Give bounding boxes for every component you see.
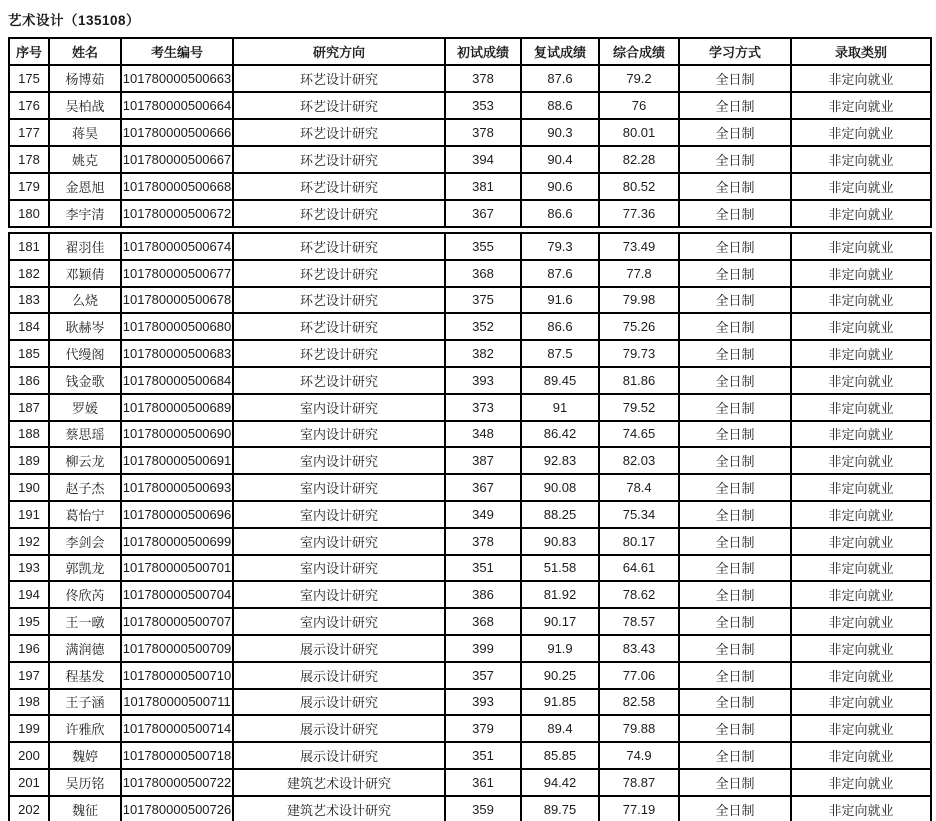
cell-study_mode: 全日制 (679, 769, 791, 796)
cell-index: 198 (9, 689, 49, 716)
table-row (9, 146, 931, 173)
cell-retest_score: 89.4 (521, 715, 599, 742)
cell-study_mode: 全日制 (679, 796, 791, 821)
cell-admission_category: 非定向就业 (791, 689, 931, 716)
cell-admission_category: 非定向就业 (791, 173, 931, 200)
cell-admission_category: 非定向就业 (791, 715, 931, 742)
cell-retest_score: 86.6 (521, 200, 599, 227)
cell-retest_score: 94.42 (521, 769, 599, 796)
cell-initial_score: 351 (445, 742, 521, 769)
table-row (9, 501, 931, 528)
table-row (9, 769, 931, 796)
cell-index: 196 (9, 635, 49, 662)
cell-name: 佟欣芮 (49, 581, 121, 608)
cell-admission_category: 非定向就业 (791, 394, 931, 421)
cell-candidate_no: 101780000500696 (121, 501, 233, 528)
cell-initial_score: 386 (445, 581, 521, 608)
cell-index: 197 (9, 662, 49, 689)
cell-candidate_no: 101780000500690 (121, 421, 233, 448)
cell-name: 钱金歌 (49, 367, 121, 394)
cell-overall_score: 81.86 (599, 367, 679, 394)
cell-retest_score: 87.5 (521, 340, 599, 367)
cell-name: 王子涵 (49, 689, 121, 716)
cell-index: 192 (9, 528, 49, 555)
cell-research_direction: 环艺设计研究 (233, 146, 445, 173)
cell-research_direction: 室内设计研究 (233, 501, 445, 528)
cell-candidate_no: 101780000500678 (121, 287, 233, 314)
cell-name: 魏婷 (49, 742, 121, 769)
cell-initial_score: 373 (445, 394, 521, 421)
cell-admission_category: 非定向就业 (791, 528, 931, 555)
cell-admission_category: 非定向就业 (791, 501, 931, 528)
table-row (9, 340, 931, 367)
cell-overall_score: 74.65 (599, 421, 679, 448)
cell-admission_category: 非定向就业 (791, 608, 931, 635)
cell-study_mode: 全日制 (679, 394, 791, 421)
cell-index: 193 (9, 555, 49, 582)
cell-overall_score: 78.87 (599, 769, 679, 796)
cell-candidate_no: 101780000500709 (121, 635, 233, 662)
cell-study_mode: 全日制 (679, 742, 791, 769)
cell-initial_score: 349 (445, 501, 521, 528)
cell-research_direction: 室内设计研究 (233, 608, 445, 635)
cell-index: 177 (9, 119, 49, 146)
cell-research_direction: 环艺设计研究 (233, 367, 445, 394)
column-header-admission_category: 录取类别 (791, 38, 931, 65)
cell-study_mode: 全日制 (679, 340, 791, 367)
cell-overall_score: 79.88 (599, 715, 679, 742)
admission-table-block-2 (8, 232, 932, 821)
cell-study_mode: 全日制 (679, 367, 791, 394)
cell-admission_category: 非定向就业 (791, 796, 931, 821)
cell-study_mode: 全日制 (679, 200, 791, 227)
table-row (9, 367, 931, 394)
table-row (9, 581, 931, 608)
cell-index: 202 (9, 796, 49, 821)
table-row (9, 421, 931, 448)
cell-research_direction: 室内设计研究 (233, 394, 445, 421)
table-row (9, 689, 931, 716)
cell-study_mode: 全日制 (679, 715, 791, 742)
cell-candidate_no: 101780000500722 (121, 769, 233, 796)
cell-index: 183 (9, 287, 49, 314)
cell-overall_score: 64.61 (599, 555, 679, 582)
table-header (9, 38, 931, 65)
cell-candidate_no: 101780000500674 (121, 233, 233, 260)
cell-retest_score: 91 (521, 394, 599, 421)
cell-candidate_no: 101780000500689 (121, 394, 233, 421)
cell-overall_score: 78.4 (599, 474, 679, 501)
cell-study_mode: 全日制 (679, 662, 791, 689)
cell-research_direction: 室内设计研究 (233, 581, 445, 608)
cell-index: 187 (9, 394, 49, 421)
cell-candidate_no: 101780000500711 (121, 689, 233, 716)
cell-candidate_no: 101780000500672 (121, 200, 233, 227)
cell-name: 程基发 (49, 662, 121, 689)
cell-overall_score: 83.43 (599, 635, 679, 662)
cell-name: 柳云龙 (49, 447, 121, 474)
cell-initial_score: 393 (445, 689, 521, 716)
cell-retest_score: 90.08 (521, 474, 599, 501)
table-row (9, 528, 931, 555)
cell-study_mode: 全日制 (679, 635, 791, 662)
cell-name: 翟羽佳 (49, 233, 121, 260)
cell-research_direction: 环艺设计研究 (233, 260, 445, 287)
cell-overall_score: 80.01 (599, 119, 679, 146)
cell-overall_score: 80.17 (599, 528, 679, 555)
cell-initial_score: 368 (445, 260, 521, 287)
cell-retest_score: 90.4 (521, 146, 599, 173)
table-row (9, 796, 931, 821)
cell-retest_score: 90.6 (521, 173, 599, 200)
cell-study_mode: 全日制 (679, 581, 791, 608)
cell-study_mode: 全日制 (679, 555, 791, 582)
table-row (9, 200, 931, 227)
cell-name: 蔡思瑶 (49, 421, 121, 448)
cell-index: 178 (9, 146, 49, 173)
cell-overall_score: 80.52 (599, 173, 679, 200)
cell-retest_score: 85.85 (521, 742, 599, 769)
column-header-candidate_no: 考生编号 (121, 38, 233, 65)
cell-research_direction: 展示设计研究 (233, 742, 445, 769)
cell-name: 吴历铭 (49, 769, 121, 796)
cell-index: 182 (9, 260, 49, 287)
cell-initial_score: 379 (445, 715, 521, 742)
cell-study_mode: 全日制 (679, 146, 791, 173)
cell-research_direction: 环艺设计研究 (233, 173, 445, 200)
cell-research_direction: 环艺设计研究 (233, 119, 445, 146)
cell-overall_score: 82.03 (599, 447, 679, 474)
cell-research_direction: 环艺设计研究 (233, 233, 445, 260)
cell-candidate_no: 101780000500693 (121, 474, 233, 501)
cell-study_mode: 全日制 (679, 119, 791, 146)
cell-name: 满润德 (49, 635, 121, 662)
cell-initial_score: 378 (445, 528, 521, 555)
cell-initial_score: 381 (445, 173, 521, 200)
cell-candidate_no: 101780000500726 (121, 796, 233, 821)
cell-research_direction: 展示设计研究 (233, 689, 445, 716)
table-row (9, 474, 931, 501)
cell-overall_score: 82.58 (599, 689, 679, 716)
table-row (9, 662, 931, 689)
cell-study_mode: 全日制 (679, 287, 791, 314)
cell-retest_score: 90.17 (521, 608, 599, 635)
cell-research_direction: 展示设计研究 (233, 662, 445, 689)
cell-retest_score: 90.83 (521, 528, 599, 555)
cell-overall_score: 73.49 (599, 233, 679, 260)
cell-candidate_no: 101780000500684 (121, 367, 233, 394)
cell-name: 杨博茹 (49, 65, 121, 92)
cell-name: 葛怡宁 (49, 501, 121, 528)
cell-candidate_no: 101780000500680 (121, 313, 233, 340)
cell-admission_category: 非定向就业 (791, 447, 931, 474)
cell-research_direction: 环艺设计研究 (233, 340, 445, 367)
table-row (9, 287, 931, 314)
cell-retest_score: 88.25 (521, 501, 599, 528)
cell-retest_score: 87.6 (521, 260, 599, 287)
cell-retest_score: 86.42 (521, 421, 599, 448)
cell-overall_score: 77.36 (599, 200, 679, 227)
cell-candidate_no: 101780000500710 (121, 662, 233, 689)
cell-admission_category: 非定向就业 (791, 119, 931, 146)
cell-overall_score: 77.06 (599, 662, 679, 689)
cell-overall_score: 78.57 (599, 608, 679, 635)
cell-name: 姚克 (49, 146, 121, 173)
cell-retest_score: 90.3 (521, 119, 599, 146)
table-row (9, 447, 931, 474)
cell-admission_category: 非定向就业 (791, 260, 931, 287)
cell-index: 190 (9, 474, 49, 501)
cell-retest_score: 92.83 (521, 447, 599, 474)
cell-retest_score: 79.3 (521, 233, 599, 260)
cell-overall_score: 76 (599, 92, 679, 119)
cell-overall_score: 79.73 (599, 340, 679, 367)
cell-candidate_no: 101780000500683 (121, 340, 233, 367)
table-row (9, 608, 931, 635)
cell-admission_category: 非定向就业 (791, 474, 931, 501)
cell-admission_category: 非定向就业 (791, 635, 931, 662)
cell-candidate_no: 101780000500718 (121, 742, 233, 769)
cell-overall_score: 82.28 (599, 146, 679, 173)
cell-research_direction: 展示设计研究 (233, 715, 445, 742)
cell-study_mode: 全日制 (679, 313, 791, 340)
cell-study_mode: 全日制 (679, 260, 791, 287)
cell-retest_score: 87.6 (521, 65, 599, 92)
cell-admission_category: 非定向就业 (791, 65, 931, 92)
cell-index: 194 (9, 581, 49, 608)
cell-admission_category: 非定向就业 (791, 742, 931, 769)
cell-admission_category: 非定向就业 (791, 233, 931, 260)
cell-study_mode: 全日制 (679, 65, 791, 92)
cell-retest_score: 89.45 (521, 367, 599, 394)
cell-name: 代缦阁 (49, 340, 121, 367)
cell-admission_category: 非定向就业 (791, 769, 931, 796)
cell-name: 王一暾 (49, 608, 121, 635)
cell-research_direction: 建筑艺术设计研究 (233, 769, 445, 796)
table-row (9, 260, 931, 287)
cell-candidate_no: 101780000500663 (121, 65, 233, 92)
cell-overall_score: 75.26 (599, 313, 679, 340)
cell-admission_category: 非定向就业 (791, 146, 931, 173)
cell-index: 186 (9, 367, 49, 394)
cell-research_direction: 室内设计研究 (233, 528, 445, 555)
cell-overall_score: 77.19 (599, 796, 679, 821)
cell-name: 吴柏战 (49, 92, 121, 119)
cell-initial_score: 378 (445, 65, 521, 92)
cell-index: 180 (9, 200, 49, 227)
cell-initial_score: 361 (445, 769, 521, 796)
cell-admission_category: 非定向就业 (791, 421, 931, 448)
table-row (9, 173, 931, 200)
cell-name: 蒋昊 (49, 119, 121, 146)
cell-initial_score: 382 (445, 340, 521, 367)
cell-retest_score: 90.25 (521, 662, 599, 689)
cell-index: 179 (9, 173, 49, 200)
cell-candidate_no: 101780000500668 (121, 173, 233, 200)
column-header-overall_score: 综合成绩 (599, 38, 679, 65)
cell-index: 201 (9, 769, 49, 796)
cell-index: 181 (9, 233, 49, 260)
cell-candidate_no: 101780000500707 (121, 608, 233, 635)
cell-candidate_no: 101780000500704 (121, 581, 233, 608)
table-row (9, 92, 931, 119)
cell-index: 175 (9, 65, 49, 92)
cell-initial_score: 387 (445, 447, 521, 474)
cell-index: 195 (9, 608, 49, 635)
column-header-initial_score: 初试成绩 (445, 38, 521, 65)
cell-initial_score: 357 (445, 662, 521, 689)
cell-index: 191 (9, 501, 49, 528)
cell-admission_category: 非定向就业 (791, 313, 931, 340)
column-header-study_mode: 学习方式 (679, 38, 791, 65)
cell-research_direction: 环艺设计研究 (233, 287, 445, 314)
table-row (9, 742, 931, 769)
cell-initial_score: 368 (445, 608, 521, 635)
cell-research_direction: 环艺设计研究 (233, 92, 445, 119)
table-row (9, 233, 931, 260)
cell-retest_score: 91.85 (521, 689, 599, 716)
cell-overall_score: 79.98 (599, 287, 679, 314)
cell-research_direction: 建筑艺术设计研究 (233, 796, 445, 821)
cell-retest_score: 88.6 (521, 92, 599, 119)
cell-study_mode: 全日制 (679, 689, 791, 716)
cell-admission_category: 非定向就业 (791, 92, 931, 119)
cell-admission_category: 非定向就业 (791, 367, 931, 394)
column-header-retest_score: 复试成绩 (521, 38, 599, 65)
cell-initial_score: 399 (445, 635, 521, 662)
table-row (9, 313, 931, 340)
cell-overall_score: 78.62 (599, 581, 679, 608)
column-header-name: 姓名 (49, 38, 121, 65)
cell-admission_category: 非定向就业 (791, 340, 931, 367)
cell-name: 赵子杰 (49, 474, 121, 501)
cell-candidate_no: 101780000500677 (121, 260, 233, 287)
cell-index: 188 (9, 421, 49, 448)
cell-index: 199 (9, 715, 49, 742)
cell-index: 200 (9, 742, 49, 769)
cell-initial_score: 367 (445, 200, 521, 227)
cell-retest_score: 81.92 (521, 581, 599, 608)
cell-research_direction: 环艺设计研究 (233, 200, 445, 227)
cell-name: 金恩旭 (49, 173, 121, 200)
cell-initial_score: 351 (445, 555, 521, 582)
cell-initial_score: 394 (445, 146, 521, 173)
cell-admission_category: 非定向就业 (791, 555, 931, 582)
cell-research_direction: 环艺设计研究 (233, 313, 445, 340)
cell-study_mode: 全日制 (679, 447, 791, 474)
cell-retest_score: 89.75 (521, 796, 599, 821)
cell-initial_score: 355 (445, 233, 521, 260)
cell-retest_score: 86.6 (521, 313, 599, 340)
column-header-research_direction: 研究方向 (233, 38, 445, 65)
cell-initial_score: 359 (445, 796, 521, 821)
cell-name: 邓颖倩 (49, 260, 121, 287)
cell-retest_score: 91.9 (521, 635, 599, 662)
cell-candidate_no: 101780000500714 (121, 715, 233, 742)
cell-overall_score: 79.52 (599, 394, 679, 421)
cell-initial_score: 348 (445, 421, 521, 448)
cell-admission_category: 非定向就业 (791, 581, 931, 608)
table-row (9, 119, 931, 146)
cell-name: 魏征 (49, 796, 121, 821)
cell-initial_score: 353 (445, 92, 521, 119)
cell-candidate_no: 101780000500667 (121, 146, 233, 173)
cell-candidate_no: 101780000500664 (121, 92, 233, 119)
cell-initial_score: 367 (445, 474, 521, 501)
cell-index: 185 (9, 340, 49, 367)
cell-research_direction: 展示设计研究 (233, 635, 445, 662)
cell-overall_score: 77.8 (599, 260, 679, 287)
cell-retest_score: 51.58 (521, 555, 599, 582)
cell-study_mode: 全日制 (679, 173, 791, 200)
cell-study_mode: 全日制 (679, 233, 791, 260)
column-header-index: 序号 (9, 38, 49, 65)
cell-retest_score: 91.6 (521, 287, 599, 314)
cell-index: 189 (9, 447, 49, 474)
cell-initial_score: 393 (445, 367, 521, 394)
cell-study_mode: 全日制 (679, 501, 791, 528)
cell-name: 么烧 (49, 287, 121, 314)
cell-study_mode: 全日制 (679, 92, 791, 119)
cell-study_mode: 全日制 (679, 421, 791, 448)
page-title: 艺术设计（135108） (8, 13, 141, 28)
cell-research_direction: 室内设计研究 (233, 421, 445, 448)
cell-research_direction: 室内设计研究 (233, 447, 445, 474)
cell-name: 罗媛 (49, 394, 121, 421)
cell-name: 许雅欣 (49, 715, 121, 742)
cell-initial_score: 378 (445, 119, 521, 146)
cell-research_direction: 室内设计研究 (233, 555, 445, 582)
cell-study_mode: 全日制 (679, 528, 791, 555)
cell-overall_score: 79.2 (599, 65, 679, 92)
table-row (9, 715, 931, 742)
table-row (9, 555, 931, 582)
cell-candidate_no: 101780000500691 (121, 447, 233, 474)
header-row (9, 38, 931, 65)
cell-name: 耿赫岑 (49, 313, 121, 340)
cell-index: 184 (9, 313, 49, 340)
cell-name: 郭凯龙 (49, 555, 121, 582)
cell-admission_category: 非定向就业 (791, 662, 931, 689)
cell-research_direction: 环艺设计研究 (233, 65, 445, 92)
cell-initial_score: 352 (445, 313, 521, 340)
cell-admission_category: 非定向就业 (791, 287, 931, 314)
cell-candidate_no: 101780000500701 (121, 555, 233, 582)
cell-index: 176 (9, 92, 49, 119)
cell-overall_score: 74.9 (599, 742, 679, 769)
cell-name: 李宇清 (49, 200, 121, 227)
cell-study_mode: 全日制 (679, 474, 791, 501)
cell-study_mode: 全日制 (679, 608, 791, 635)
cell-admission_category: 非定向就业 (791, 200, 931, 227)
cell-candidate_no: 101780000500699 (121, 528, 233, 555)
cell-candidate_no: 101780000500666 (121, 119, 233, 146)
cell-overall_score: 75.34 (599, 501, 679, 528)
cell-name: 李剑会 (49, 528, 121, 555)
table-row (9, 65, 931, 92)
table-row (9, 394, 931, 421)
cell-initial_score: 375 (445, 287, 521, 314)
table-row (9, 635, 931, 662)
admission-table-block-1 (8, 37, 932, 228)
cell-research_direction: 室内设计研究 (233, 474, 445, 501)
